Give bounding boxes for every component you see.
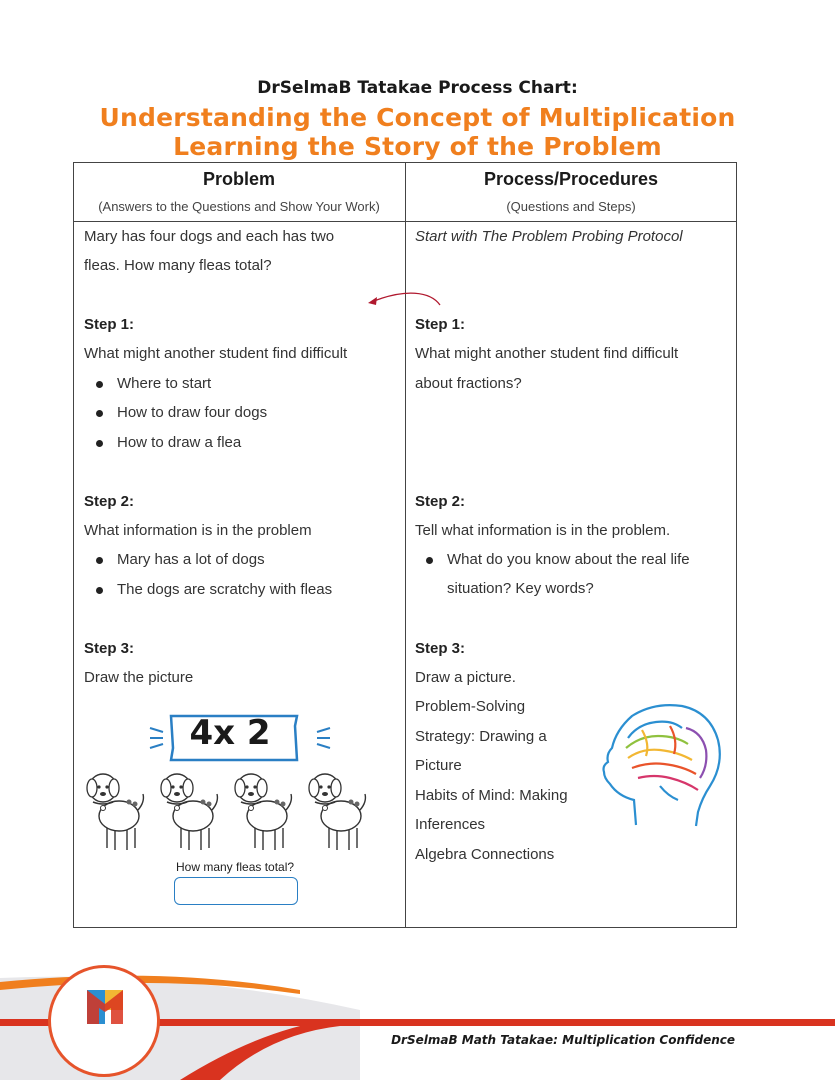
document-header: DrSelmaB Tatakae Process Chart:	[257, 78, 578, 98]
footer-logo-badge	[48, 965, 160, 1077]
page-title-line-2: Learning the Story of the Problem	[173, 132, 662, 161]
problem-statement-line-1: Mary has four dogs and each has two	[84, 228, 335, 245]
footer-caption: DrSelmaB Math Tatakae: Multiplication Confidence	[391, 1033, 735, 1047]
right-step-3-line-4: Picture	[415, 757, 462, 774]
left-step-2-label: Step 2:	[84, 493, 135, 510]
left-step-1-bullet-1: Where to start	[117, 375, 212, 392]
problem-statement-line-2: fleas. How many fleas total?	[84, 257, 272, 274]
right-step-2-text: Tell what information is in the problem.	[415, 522, 671, 539]
column-divider	[405, 162, 406, 928]
left-step-1-bullet-3: How to draw a flea	[117, 434, 242, 451]
process-heading: Process/Procedures	[483, 169, 659, 189]
left-step-1-label: Step 1:	[84, 316, 135, 333]
fleas-question-label: How many fleas total?	[176, 860, 295, 874]
curved-arrow-icon	[360, 285, 450, 315]
left-step-3-label: Step 3:	[84, 640, 135, 657]
right-step-3-line-3: Strategy: Drawing a	[415, 728, 547, 745]
dogs-illustration	[85, 768, 385, 858]
brain-head-icon	[598, 700, 726, 830]
right-step-3-line-5: Habits of Mind: Making	[415, 787, 568, 804]
right-step-2-label: Step 2:	[415, 493, 466, 510]
page-title-line-1: Understanding the Concept of Multiplication	[99, 103, 736, 132]
problem-column-header	[73, 169, 405, 214]
multiplication-expression: 4x 2	[189, 713, 271, 753]
right-step-2-bullet-line-2: situation? Key words?	[447, 580, 594, 597]
left-step-2-bullet-1: Mary has a lot of dogs	[117, 551, 265, 568]
right-step-1-line-1: What might another student find difficult	[415, 345, 679, 362]
right-step-2-bullet-line-1: What do you know about the real life	[447, 551, 690, 568]
problem-heading: Problem	[202, 169, 276, 189]
right-step-1-label: Step 1:	[415, 316, 466, 333]
left-step-2-text: What information is in the problem	[84, 522, 312, 539]
header-row-divider	[73, 221, 737, 222]
right-step-3-line-2: Problem-Solving	[415, 698, 526, 715]
right-step-3-line-7: Algebra Connections	[415, 846, 555, 863]
process-column-header	[405, 169, 737, 214]
left-step-1-bullet-2: How to draw four dogs	[117, 404, 268, 421]
problem-subheading: (Answers to the Questions and Show Your Work)	[98, 199, 380, 214]
right-step-3-line-1: Draw a picture.	[415, 669, 516, 686]
left-step-3-text: Draw the picture	[84, 669, 194, 686]
right-step-3-label: Step 3:	[415, 640, 466, 657]
process-subheading: (Questions and Steps)	[506, 199, 636, 214]
protocol-intro: Start with The Problem Probing Protocol	[415, 228, 683, 245]
right-step-3-line-6: Inferences	[415, 816, 486, 833]
right-step-1-line-2: about fractions?	[415, 375, 522, 392]
answer-box	[174, 877, 298, 905]
left-step-2-bullet-2: The dogs are scratchy with fleas	[117, 581, 333, 598]
logo-icon	[51, 968, 157, 1074]
left-step-1-text: What might another student find difficult	[84, 345, 348, 362]
